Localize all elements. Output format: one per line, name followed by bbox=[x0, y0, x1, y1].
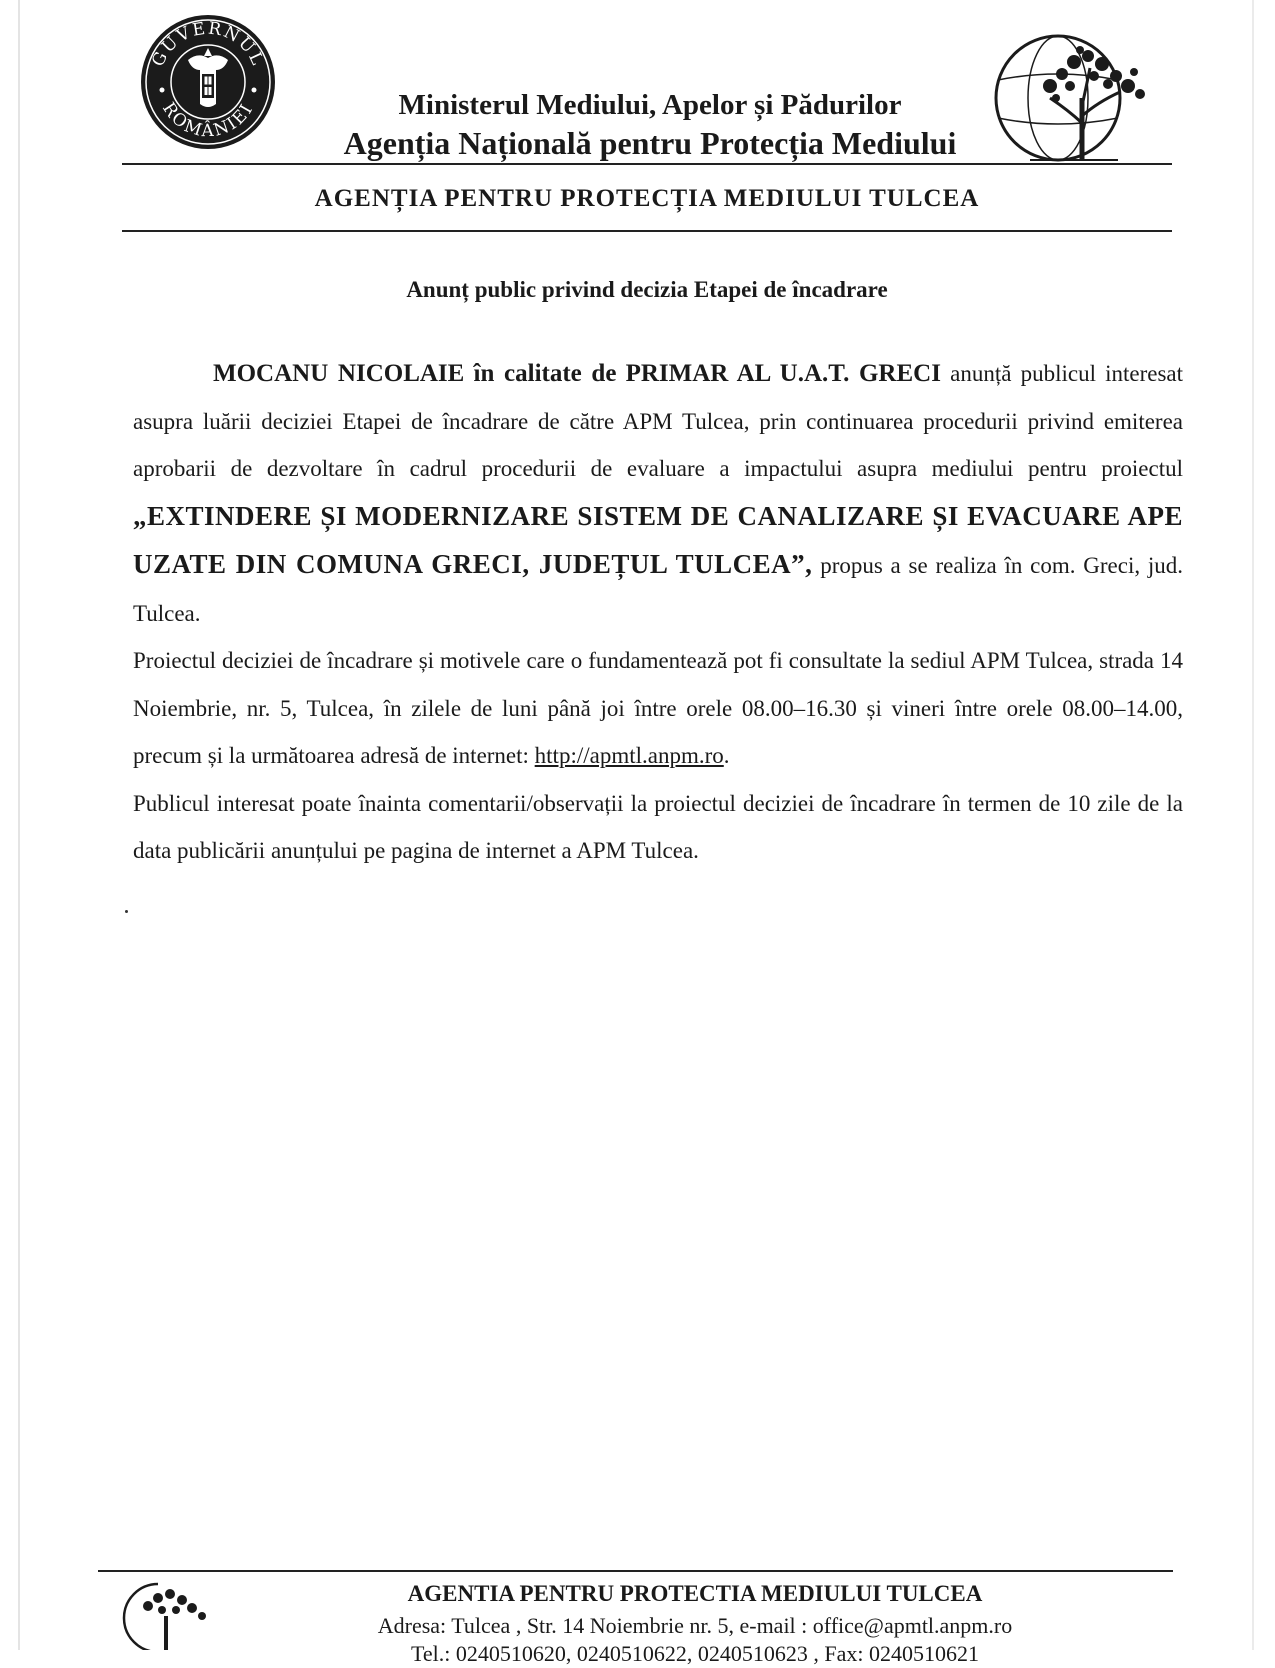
scan-edge bbox=[18, 0, 20, 1650]
intro-paragraph bbox=[133, 350, 1183, 637]
project-location: propus a se realiza în com. Greci, jud. Tulcea. bbox=[133, 553, 1183, 626]
footer-address: Adresa: Tulcea , Str. 14 Noiembrie nr. 5, e-mail : office@apmtl.anpm.ro bbox=[377, 1613, 1013, 1638]
announcement-title: Anunț public privind decizia Etapei de încadrare bbox=[406, 277, 888, 302]
anpm-globe-tree-logo-icon bbox=[990, 28, 1165, 168]
intro-text: anunță publicul interesat asupra luării deciziei Etapei de încadrare de către APM Tulcea, prin continuarea procedurii privind emiterea aprobarii de dezvoltare în cadrul procedurii de evaluare a impactului asupra mediului pentru proiectul bbox=[133, 361, 1184, 481]
project-name: „EXTINDERE ȘI MODERNIZARE SISTEM DE CANALIZARE ȘI EVACUARE APE UZATE DIN COMUNA GRECI, JUDEȚUL TULCEA”, bbox=[133, 500, 1183, 579]
footer-phone: Tel.: 0240510620, 0240510622, 0240510623 , Fax: 0240510621 bbox=[410, 1641, 979, 1666]
applicant-name: MOCANU NICOLAIE bbox=[213, 360, 465, 387]
svg-text:GUVERNUL: GUVERNUL bbox=[148, 18, 268, 70]
scan-edge bbox=[1252, 0, 1254, 1650]
header-divider bbox=[122, 163, 1172, 165]
apm-tulcea-title: AGENȚIA PENTRU PROTECȚIA MEDIULUI TULCEA bbox=[314, 185, 980, 212]
announcement-body bbox=[133, 350, 1183, 875]
apm-website-link[interactable]: http://apmtl.anpm.ro bbox=[534, 743, 724, 768]
header-divider bbox=[122, 230, 1172, 232]
svg-text:ROMÂNIEI: ROMÂNIEI bbox=[158, 99, 258, 142]
ministry-name: Ministerul Mediului, Apelor și Pădurilor bbox=[398, 89, 902, 121]
comments-text: Publicul interesat poate înainta comentarii/observații la proiectul deciziei de încadrare în termen de 10 zile de la data publicării anunțului pe pagina de internet a APM Tulcea. bbox=[133, 790, 1183, 863]
government-seal-icon bbox=[138, 12, 278, 152]
footer-title: AGENTIA PENTRU PROTECTIA MEDIULUI TULCEA bbox=[407, 1581, 983, 1606]
national-agency-name: Agenția Națională pentru Protecția Mediului bbox=[343, 125, 957, 161]
stray-mark bbox=[125, 910, 128, 913]
url-period: . bbox=[723, 743, 730, 768]
consult-paragraph bbox=[133, 637, 1183, 780]
footer-tree-logo-icon bbox=[118, 1576, 210, 1650]
in-quality-text: în calitate de bbox=[473, 360, 617, 387]
consult-text: Proiectul deciziei de încadrare și motivele care o fundamentează pot fi consultate la sediul APM Tulcea, strada 14 Noiembrie, nr. 5, Tulcea, în zilele de luni până joi între orele 08.00–16.30 și vineri între orele 08.00–14.00, precum și la următoarea adresă de internet: bbox=[133, 648, 1183, 768]
comments-paragraph bbox=[133, 780, 1183, 875]
footer-divider bbox=[98, 1570, 1173, 1572]
applicant-role: PRIMAR AL U.A.T. GRECI bbox=[625, 360, 941, 387]
